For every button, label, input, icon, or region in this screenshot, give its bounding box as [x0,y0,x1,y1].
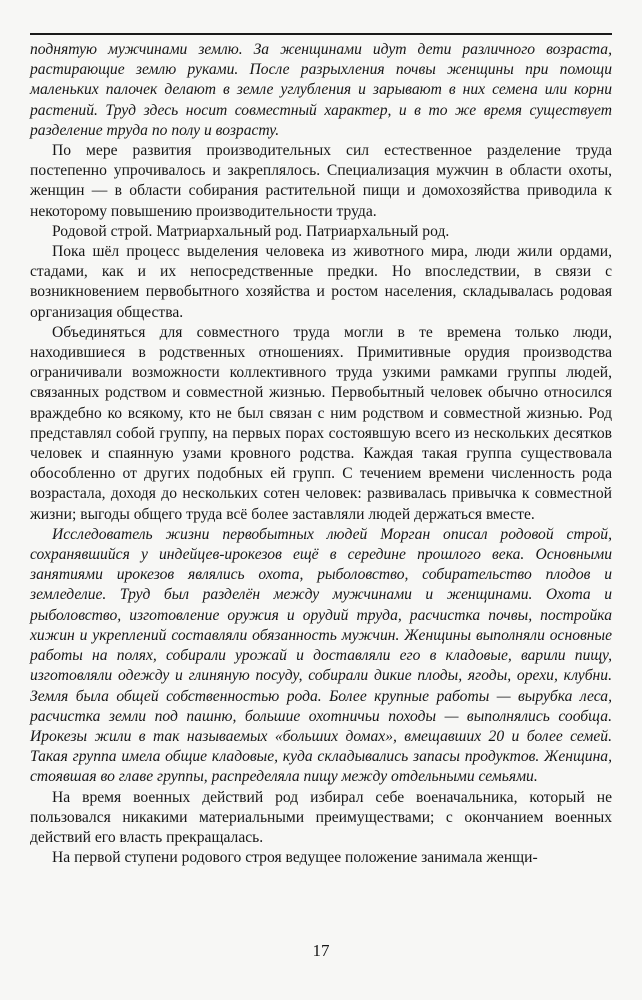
paragraph: поднятую мужчинами землю. За женщинами идут дети различного возраста, растирающие землю руками. После разрыхления почвы женщины при помощи маленьких палочек делают в земле углубления и зарывают в них семена или корни растений. Труд здесь носит совместный характер, и в то же время существует разделение труда по полу и возрасту. [30,41,612,139]
paragraph: Пока шёл процесс выделения человека из животного мира, люди жили ордами, стадами, как и их непосредственные предки. Но впоследствии, в связи с возникновением первобытного хозяйства и ростом населения, складывалась родовая организация общества. [30,243,612,321]
paragraph: Объединяться для совместного труда могли в те времена только люди, находившиеся в родственных отношениях. Примитивные орудия производства ограничивали возможности коллективного труда узкими рамками группы людей, связанных родством и совместной жизнью. Первобытный человек обычно относился враждебно ко всякому, кто не был связан с ним родством и совместной жизнью. Род представлял собой группу, на первых порах состоявшую всего из нескольких десятков человек и спаянную узами кровного родства. Каждая такая группа существовала обособленно от других подобных ей групп. С течением времени численность рода возрастала, доходя до нескольких сотен человек: развивалась привычка к совместной жизни; выгоды общего труда всё более заставляли людей держаться вместе. [30,323,612,523]
paragraph: По мере развития производительных сил естественное разделение труда постепенно упрочивалось и закреплялось. Специализация мужчин в области охоты, женщин — в области собирания растительной пищи и домохозяйства приводила к некоторому повышению производительности труда. [30,142,612,220]
body-text [30,40,612,868]
header-rule [30,33,612,35]
paragraph: На первой ступени родового строя ведущее положение занимала женщи- [52,849,538,867]
paragraph: На время военных действий род избирал себе военачальника, который не пользовался никакими материальными преимуществами; с окончанием военных действий его власть прекращалась. [30,788,612,846]
italic-example-paragraph: Исследователь жизни первобытных людей Морган описал родовой строй, сохранявшийся у индейцев-ирокезов ещё в середине прошлого века. Основными занятиями ирокезов являлись охота, рыболовство, собирательство плодов и земледелие. Труд был разделён между мужчинами и женщинами. Охота и рыболовство, изготовление оружия и орудий труда, расчистка почвы, постройка хижин и укреплений составляли обязанность мужчин. Женщины выполняли основные работы на полях, собирали урожай и доставляли его в кладовые, варили пищу, изготовляли одежду и глиняную посуду, собирали дикие плоды, ягоды, орехи, клубни. Земля была общей собственностью рода. Более крупные работы — вырубка леса, расчистка земли под пашню, большие охотничьи походы — выполнялись сообща. Ирокезы жили в так называемых «больших домах», вмещавших 20 и более семей. Такая группа имела общие кладовые, куда складывались запасы продуктов. Женщина, стоявшая во главе группы, распределяла пищу между отдельными семьями. [30,525,612,786]
page-number: 17 [312,941,330,960]
section-heading: Родовой строй. Матриархальный род. Патриархальный род. [52,222,450,240]
